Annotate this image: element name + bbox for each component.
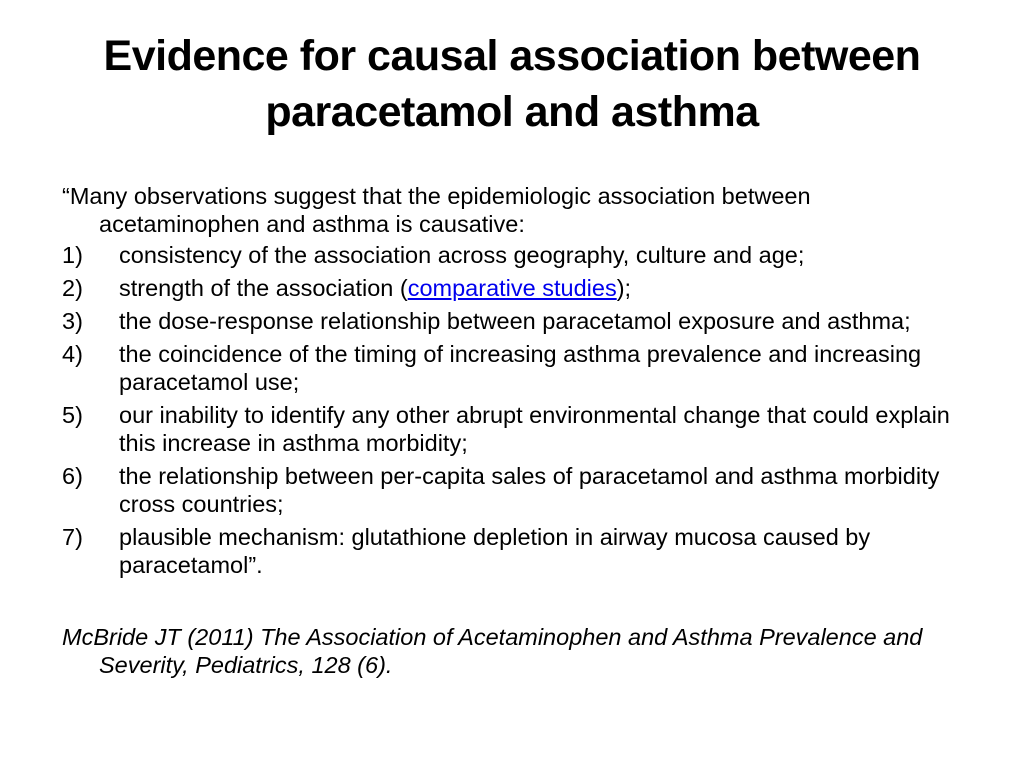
list-item-text: consistency of the association across geography, culture and age;: [119, 242, 805, 268]
evidence-list: [62, 241, 972, 579]
list-item-number: 6): [62, 463, 83, 489]
list-item-text: the relationship between per-capita sales of paracetamol and asthma morbidity cross countries;: [119, 463, 940, 517]
list-item: [62, 307, 972, 335]
list-item: [62, 340, 972, 396]
comparative-studies-link[interactable]: comparative studies: [407, 275, 617, 301]
list-item: [62, 523, 972, 579]
slide-title: Evidence for causal association between paracetamol and asthma: [103, 32, 921, 136]
list-item: [62, 241, 972, 269]
list-item-text-before: strength of the association (: [119, 275, 408, 301]
list-item-number: 7): [62, 524, 83, 550]
list-item-number: 2): [62, 275, 83, 301]
list-item-text: our inability to identify any other abrupt environmental change that could explain this increase in asthma morbidity;: [119, 402, 950, 456]
list-item: [62, 401, 972, 457]
list-item: [62, 274, 972, 302]
list-item-number: 4): [62, 341, 83, 367]
citation: McBride JT (2011) The Association of Acetaminophen and Asthma Prevalence and Severity, Pediatrics, 128 (6).: [62, 624, 923, 678]
intro-quote: “Many observations suggest that the epidemiologic association between acetaminophen and asthma is causative:: [62, 183, 811, 237]
list-item: [62, 462, 972, 518]
list-item-text: the coincidence of the timing of increasing asthma prevalence and increasing paracetamol use;: [119, 341, 922, 395]
slide-body: [62, 182, 972, 703]
list-item-number: 3): [62, 308, 83, 334]
list-item-number: 5): [62, 402, 83, 428]
list-item-text: the dose-response relationship between paracetamol exposure and asthma;: [119, 308, 911, 334]
list-item-text: plausible mechanism: glutathione depletion in airway mucosa caused by paracetamol”.: [119, 524, 871, 578]
list-item-number: 1): [62, 242, 83, 268]
list-item-text-after: );: [616, 275, 632, 301]
